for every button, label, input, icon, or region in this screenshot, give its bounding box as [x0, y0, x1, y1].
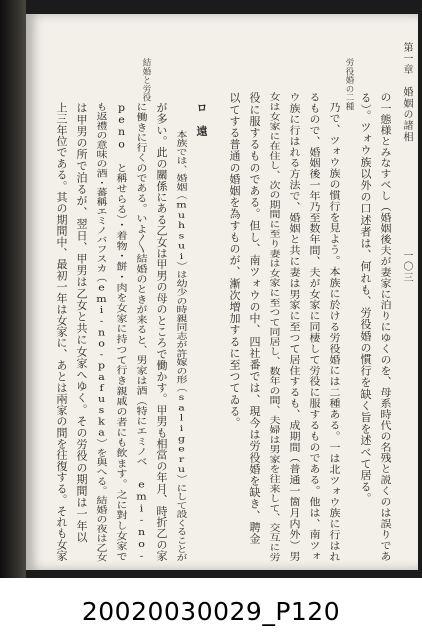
text-line: 女は女家に在住し、次の期間に至り妻は女家に至つて同居し、数年の間、夫婦は男家を往来して、交互に労 [268, 92, 281, 562]
text-line: は甲男の所で泊るが、翌日、甲男は乙女と共に女家へゆく。その労役の期間は一年以 [75, 102, 88, 543]
side-note: 労役婚の二種 [344, 58, 354, 111]
image-caption: 20020030029_P120 [81, 597, 341, 626]
text-line: に働きに行くのである。いよ〳〵結婚のときが来ると、男家は酒（特にエミノベ emi-no- [135, 102, 148, 563]
text-line: が多い。此の關係にある乙女は甲男の母のところで働かす。甲男も相當の年月、時折乙の家 [155, 102, 168, 562]
text-line: る）。ツォウ族以外の口述者は、何れも、労役婚の慣行を缺く旨を述べて居る。 [359, 92, 372, 505]
book-gutter [0, 0, 26, 578]
text-line: も返禮の意味の酒・蕃稱エミノバフスカ（emi-no-pafuska）を與へる。結婚の夜は乙女 [95, 102, 108, 562]
text-line: ウ族に行はれる方法で、婚姻と共に妻は男家に至つて居住するも、成期間（普通一箇月内外）男 [288, 92, 301, 562]
text-line: 以てする普通の婚姻を為すものが、漸次増加するに至つてゐる。 [228, 92, 241, 429]
chapter-header: 第一章 婚姻の諸相 [401, 42, 412, 143]
text-line: 役に服するものである。但し、南ツォウの中、四社番では、現今は労役婚を缺き、聘金 [248, 92, 261, 545]
text-line: の一態様とみなすべし（婚姻後夫が妻家に泊りにゆくのを、母系時代の名残と説くのは誤りであ [379, 92, 392, 562]
text-line: 乃で、ツォウ族の慣行を見よう。本族に於ける労役婚には二種ある。一は北ツォウ族に行はれ [328, 102, 341, 563]
page-number: 一〇三 [401, 250, 412, 283]
section-mark: ロ 遠 [195, 102, 208, 137]
text-line: 本族では、婚姻（muhsui）は幼少の時親同志が許嫁の形（saligeru）にして設くることが [175, 130, 188, 563]
side-note: 結婚と労役 [141, 58, 151, 102]
book-page [26, 14, 418, 570]
text-line: peno と稱せらる）・着物・餅・肉を女家に持つて行き親戚の者にも飲ます。之に對し女家で [115, 102, 128, 562]
text-line: 上三年位である。其の期間中、最初一年は女家に、あとは兩家の間を往復する。それも女家 [55, 102, 68, 562]
text-line: るもので、婚姻後一年乃至数年間、夫が女家に同棲して労役に服するものである。他は、南ツォ [308, 92, 321, 562]
